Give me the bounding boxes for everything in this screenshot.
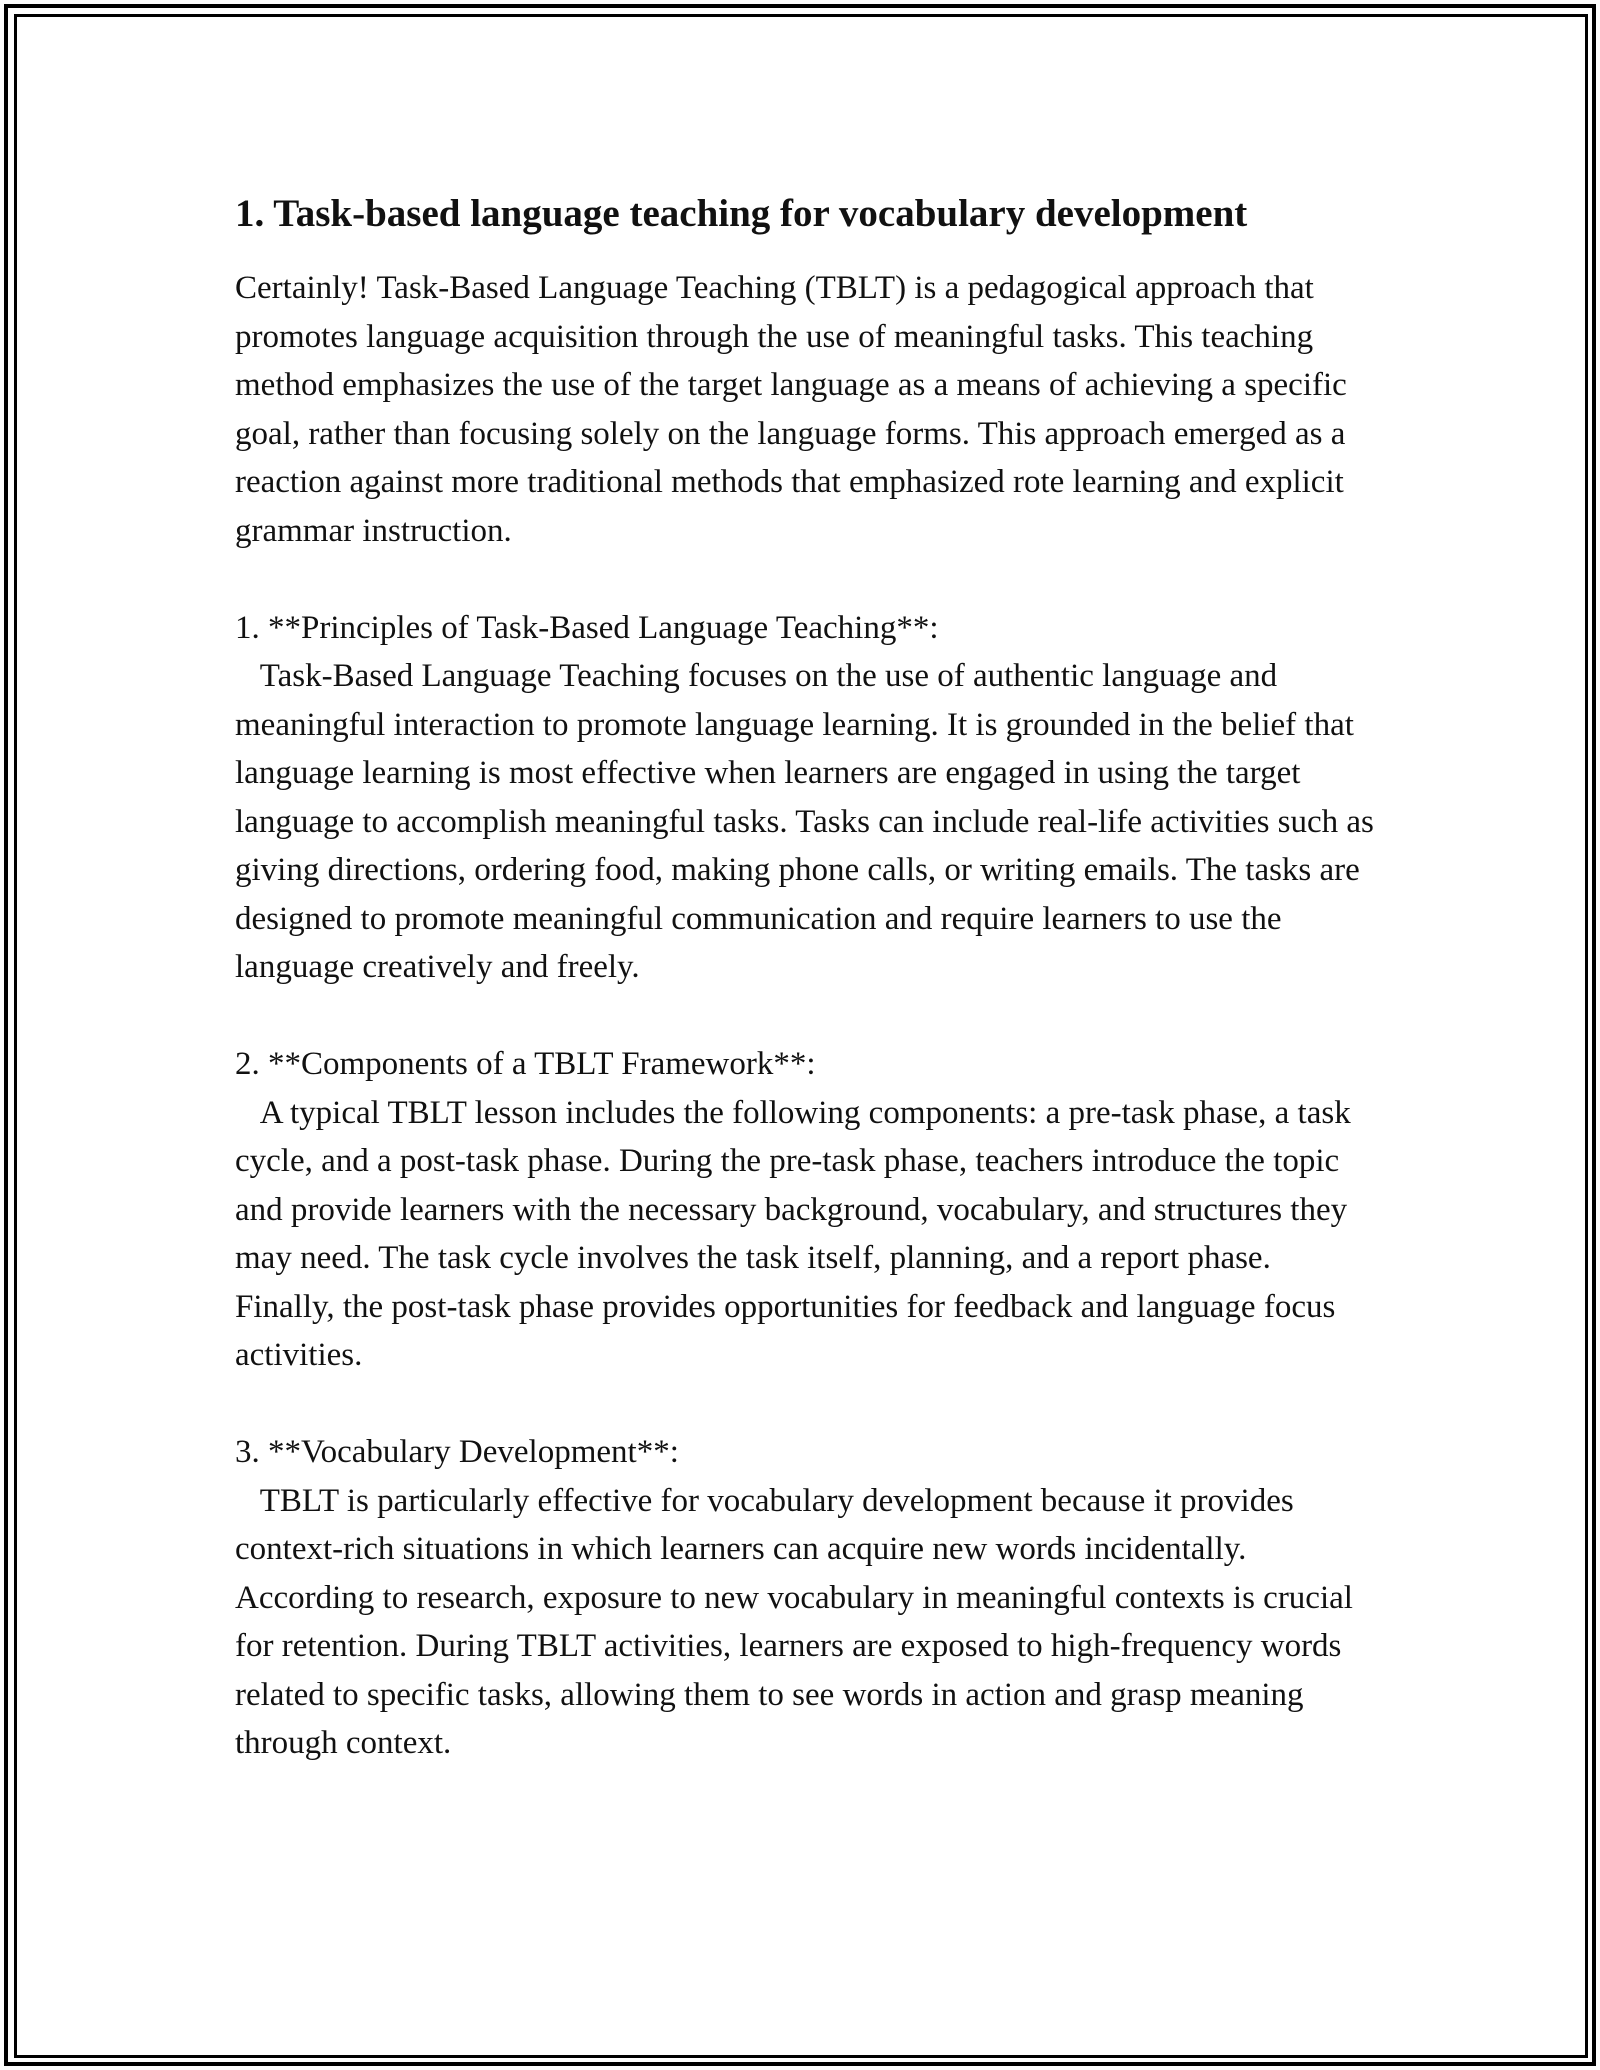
document-body: [235, 188, 1383, 1768]
section-3-heading: 3. **Vocabulary Development**:: [235, 1434, 679, 1470]
section-1-heading: 1. **Principles of Task-Based Language Teaching**:: [235, 609, 939, 646]
section-3-body: TBLT is particularly effective for vocabulary development because it provides context-rich situations in which learners can acquire new words incidentally. According to research, exposure to new vocabulary in meaningful contexts is crucial for retention. During TBLT activities, learners are exposed to high-frequency words related to specific tasks, allowing them to see words in action and grasp meaning through context.: [235, 1482, 1362, 1761]
section-2-body: A typical TBLT lesson includes the following components: a pre-task phase, a task cycle, and a post-task phase. During the pre-task phase, teachers introduce the topic and provide learners with the necessary background, vocabulary, and structures they may need. The task cycle involves the task itself, planning, and a report phase. Finally, the post-task phase provides opportunities for feedback and language focus activities.: [235, 1094, 1359, 1373]
section-1-body: Task-Based Language Teaching focuses on the use of authentic language and meaningful interaction to promote language learning. It is grounded in the belief that language learning is most effective when learners are engaged in using the target language to accomplish meaningful tasks. Tasks can include real-life activities such as giving directions, ordering food, making phone calls, or writing emails. The tasks are designed to promote meaningful communication and require learners to use the language creatively and freely.: [235, 658, 1383, 985]
intro-paragraph: Certainly! Task-Based Language Teaching (TBLT) is a pedagogical approach that promotes language acquisition through the use of meaningful tasks. This teaching method emphasizes the use of the target language as a means of achieving a specific goal, rather than focusing solely on the language forms. This approach emerged as a reaction against more traditional methods that emphasized rote learning and explicit grammar instruction.: [235, 270, 1356, 549]
document-title: 1. Task-based language teaching for vocabulary development: [235, 192, 1248, 235]
paragraph-spacer: [235, 1380, 1375, 1429]
paragraph-spacer: [235, 992, 1375, 1041]
paragraph-spacer: [235, 555, 1375, 604]
section-2-heading: 2. **Components of a TBLT Framework**:: [235, 1046, 816, 1082]
